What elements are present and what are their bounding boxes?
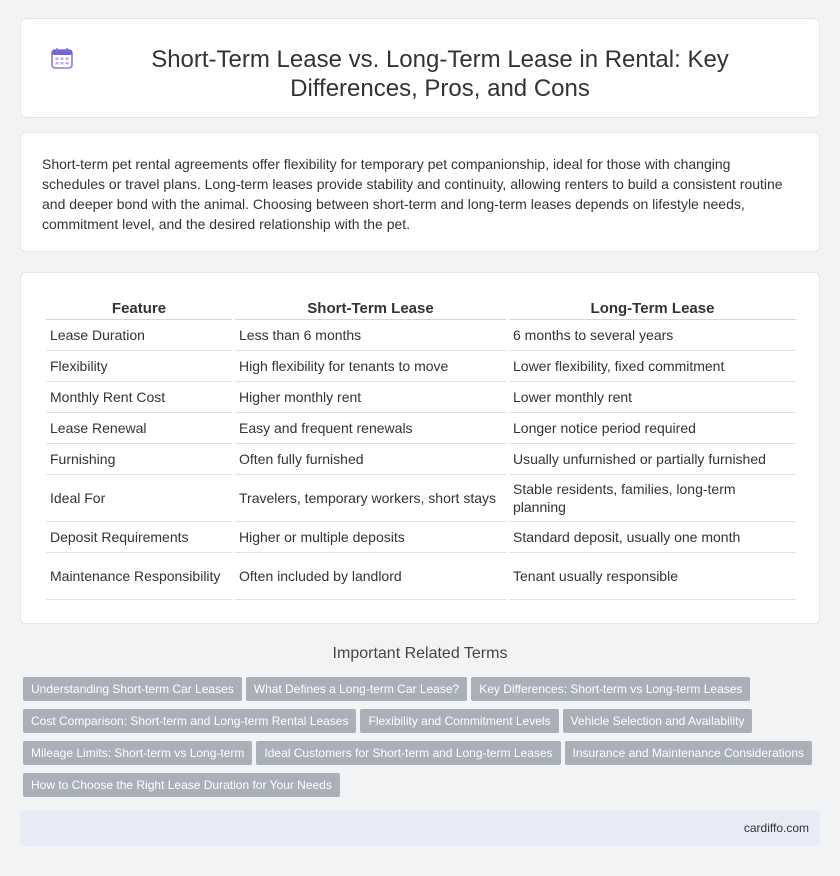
table-cell: Lower monthly rent	[509, 382, 796, 413]
table-cell: 6 months to several years	[509, 320, 796, 351]
table-cell: Often fully furnished	[235, 444, 506, 475]
table-cell: Deposit Requirements	[46, 522, 232, 553]
table-cell: Lease Renewal	[46, 413, 232, 444]
header-long-term: Long-Term Lease	[509, 297, 796, 320]
table-header-row	[46, 297, 796, 320]
table-cell: Maintenance Responsibility	[46, 553, 232, 600]
table-cell: Monthly Rent Cost	[46, 382, 232, 413]
header-card	[20, 18, 820, 118]
intro-paragraph: Short-term pet rental agreements offer flexibility for temporary pet companionship, ideal for those with changing schedules or travel plans. Long-term leases provide stability and continuity, allowing renters to build a consistent routine and deeper bond with the animal. Choosing between short-term and long-term leases depends on lifestyle needs, commitment level, and the desired relationship with the pet.	[42, 156, 783, 232]
footer-brand-link[interactable]: cardiffo.com	[743, 821, 809, 835]
table-cell: Higher monthly rent	[235, 382, 506, 413]
table-cell: Standard deposit, usually one month	[509, 522, 796, 553]
table-cell: Ideal For	[46, 475, 232, 522]
header-feature: Feature	[46, 297, 232, 320]
table-cell: Travelers, temporary workers, short stays	[235, 475, 506, 522]
related-term-tag[interactable]: Understanding Short-term Car Leases	[23, 677, 242, 701]
page-title: Short-Term Lease vs. Long-Term Lease in Rental: Key Differences, Pros, and Cons	[151, 46, 729, 102]
table-row	[46, 413, 796, 444]
related-term-tag[interactable]: Ideal Customers for Short-term and Long-term Leases	[256, 741, 560, 765]
table-cell: Flexibility	[46, 351, 232, 382]
table-cell: Longer notice period required	[509, 413, 796, 444]
table-row	[46, 351, 796, 382]
table-cell: Easy and frequent renewals	[235, 413, 506, 444]
related-term-tag[interactable]: Mileage Limits: Short-term vs Long-term	[23, 741, 252, 765]
table-cell: Higher or multiple deposits	[235, 522, 506, 553]
related-terms-list	[23, 677, 823, 805]
table-row	[46, 320, 796, 351]
table-cell: High flexibility for tenants to move	[235, 351, 506, 382]
related-term-tag[interactable]: Flexibility and Commitment Levels	[360, 709, 558, 733]
footer	[20, 811, 820, 846]
comparison-table	[43, 297, 799, 600]
table-row	[46, 444, 796, 475]
table-row	[46, 522, 796, 553]
table-cell: Lease Duration	[46, 320, 232, 351]
table-cell: Lower flexibility, fixed commitment	[509, 351, 796, 382]
table-cell: Furnishing	[46, 444, 232, 475]
table-row	[46, 382, 796, 413]
table-row	[46, 475, 796, 522]
intro-card	[20, 132, 820, 252]
table-cell: Often included by landlord	[235, 553, 506, 600]
related-terms-title: Important Related Terms	[332, 645, 508, 662]
related-term-tag[interactable]: Key Differences: Short-term vs Long-term Leases	[471, 677, 750, 701]
header-short-term: Short-Term Lease	[235, 297, 506, 320]
related-term-tag[interactable]: What Defines a Long-term Car Lease?	[246, 677, 467, 701]
table-cell: Tenant usually responsible	[509, 553, 796, 600]
related-term-tag[interactable]: Vehicle Selection and Availability	[563, 709, 753, 733]
related-term-tag[interactable]: How to Choose the Right Lease Duration for Your Needs	[23, 773, 340, 797]
table-cell: Usually unfurnished or partially furnished	[509, 444, 796, 475]
table-cell: Stable residents, families, long-term planning	[509, 475, 796, 522]
comparison-table-card	[20, 272, 820, 624]
table-row	[46, 553, 796, 600]
related-term-tag[interactable]: Cost Comparison: Short-term and Long-term Rental Leases	[23, 709, 356, 733]
table-cell: Less than 6 months	[235, 320, 506, 351]
related-term-tag[interactable]: Insurance and Maintenance Considerations	[565, 741, 812, 765]
